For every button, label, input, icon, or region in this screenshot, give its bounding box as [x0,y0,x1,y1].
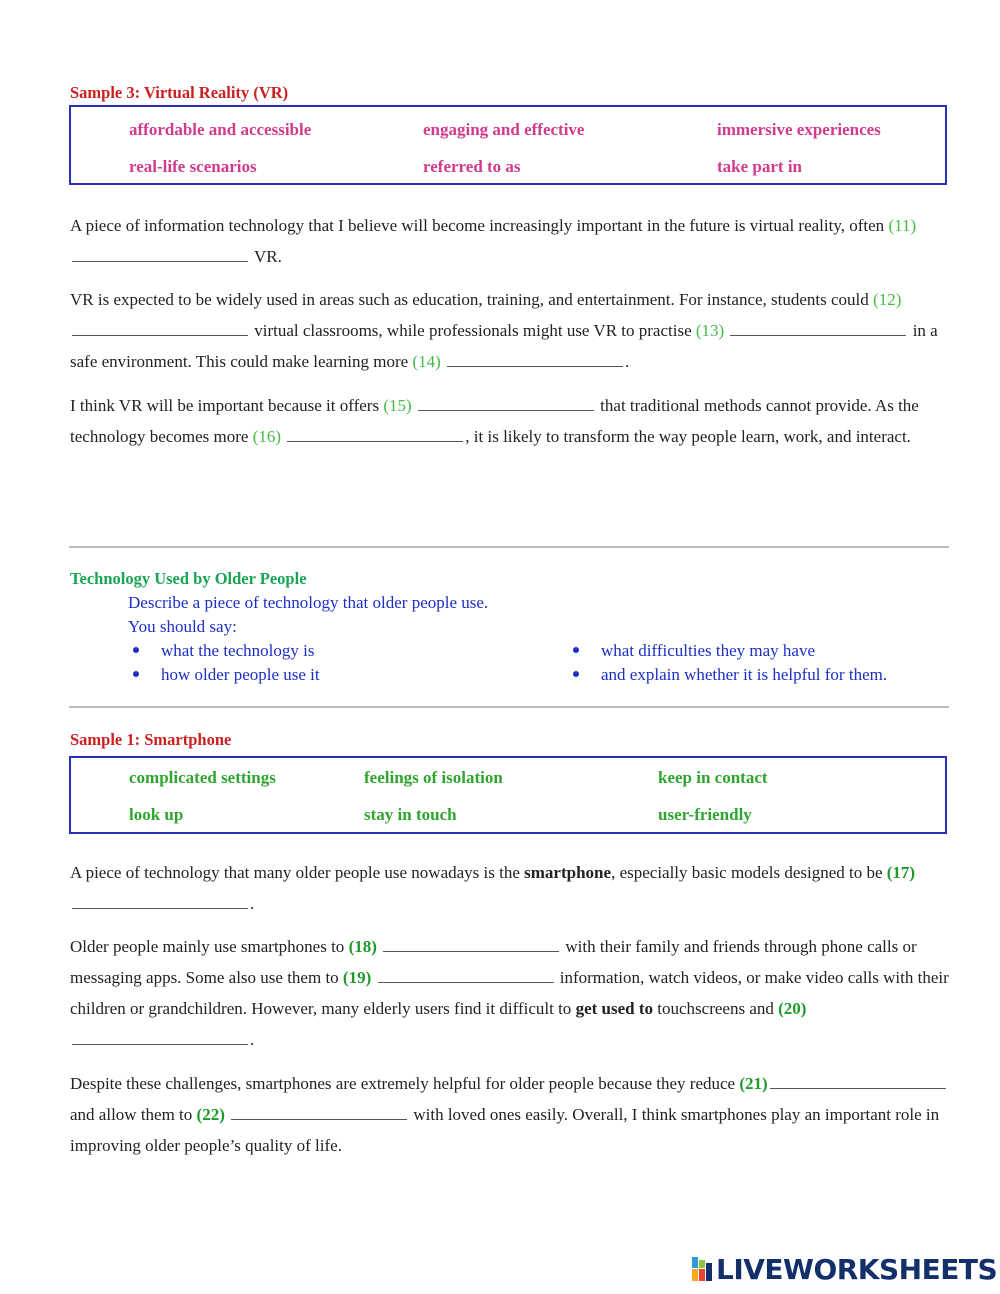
blank-number-14: (14) [412,352,441,371]
text: . [250,1030,255,1049]
text: Despite these challenges, smartphones are extremely helpful for older people because they reduce [70,1074,736,1093]
word-bank-item: real-life scenarios [129,157,257,176]
blank-number-16: (16) [252,427,282,446]
word-bank-item: referred to as [423,157,521,176]
blank-number-17: (17) [886,863,916,882]
cue-card-prompt: Describe a piece of technology that older people use. [128,593,489,612]
bullet-text: what the technology is [161,641,315,660]
answer-blank-11[interactable] [72,243,248,262]
text: with loved ones easily. Overall, I think smartphones play an important role in improving older people’s quality of life. [70,1105,940,1155]
text: information, watch videos, or make video calls with their children or grandchildren. However, many elderly users find it difficult to [70,968,949,1018]
word-bank-item: complicated settings [129,768,276,787]
bullet-text: and explain whether it is helpful for them. [601,665,888,684]
word-bank-item: user-friendly [658,805,752,824]
answer-blank-15[interactable] [418,392,594,411]
blank-number-21: (21) [739,1074,768,1093]
bold-text: smartphone [524,863,612,882]
word-bank-item: take part in [717,157,802,176]
sample1-paragraph-3 [70,1068,950,1161]
sample3-paragraph-3 [70,390,950,452]
sample1-word-box [69,756,947,834]
text: virtual classrooms, while professionals might use VR to practise [254,321,692,340]
cue-card-title: Technology Used by Older People [70,569,307,588]
answer-blank-12[interactable] [72,317,248,336]
answer-blank-19[interactable] [378,964,554,983]
word-bank-item: keep in contact [658,768,768,787]
divider [69,706,949,708]
word-bank-item: feelings of isolation [364,768,503,787]
answer-blank-18[interactable] [383,933,559,952]
blank-number-11: (11) [888,216,917,235]
sample1-paragraph-1 [70,857,950,919]
blank-number-18: (18) [348,937,377,956]
sample3-paragraph-2 [70,284,950,377]
text: I think VR will be important because it offers [70,396,380,415]
answer-blank-14[interactable] [447,348,623,367]
answer-blank-17[interactable] [72,890,248,909]
sample3-word-box [69,105,947,185]
sample1-paragraph-2 [70,931,950,1055]
text: with their family and friends through phone calls or messaging apps. Some also use them to [70,937,917,987]
text: . [625,352,630,371]
word-bank-item: affordable and accessible [129,120,312,139]
sample1-title: Sample 1: Smartphone [70,730,232,749]
text: , especially basic models designed to be [611,863,883,882]
text: VR is expected to be widely used in areas such as education, training, and entertainment. For instance, students could [70,290,869,309]
logo-text: LIVEWORKSHEETS [716,1253,998,1286]
liveworksheets-logo-icon [692,1257,714,1281]
text: in a safe environment. This could make learning more [70,321,938,371]
answer-blank-21[interactable] [770,1070,946,1089]
divider [69,546,949,548]
text: Older people mainly use smartphones to [70,937,345,956]
bullet-text: how older people use it [161,665,320,684]
blank-number-15: (15) [383,396,412,415]
blank-number-13: (13) [695,321,725,340]
answer-blank-22[interactable] [231,1101,407,1120]
text: A piece of technology that many older people use nowadays is the [70,863,520,882]
answer-blank-20[interactable] [72,1026,248,1045]
text: touchscreens and [657,999,774,1018]
blank-number-19: (19) [342,968,372,987]
cue-card-bullet [573,665,887,685]
word-bank-item: look up [129,805,184,824]
word-bank-item: engaging and effective [423,120,585,139]
cue-card-bullet [133,665,320,685]
text: A piece of information technology that I believe will become increasingly important in the future is virtual reality, often [70,216,885,235]
cue-card-say: You should say: [128,617,237,636]
bullet-text: what difficulties they may have [601,641,816,660]
text: and allow them to [70,1105,193,1124]
blank-number-20: (20) [778,999,807,1018]
cue-card-bullet [573,641,815,661]
answer-blank-16[interactable] [287,423,463,442]
text: , it is likely to transform the way people learn, work, and interact. [465,427,911,446]
text: that traditional methods cannot provide. As the technology becomes more [70,396,919,446]
text: VR. [253,247,282,266]
cue-card-bullet [133,641,314,661]
blank-number-12: (12) [873,290,902,309]
sample3-title: Sample 3: Virtual Reality (VR) [70,83,289,102]
word-bank-item: immersive experiences [717,120,881,139]
bold-text: get used to [575,999,654,1018]
word-bank-item: stay in touch [364,805,457,824]
blank-number-22: (22) [196,1105,225,1124]
answer-blank-13[interactable] [730,317,906,336]
text: . [250,894,255,913]
sample3-paragraph-1 [70,210,950,272]
